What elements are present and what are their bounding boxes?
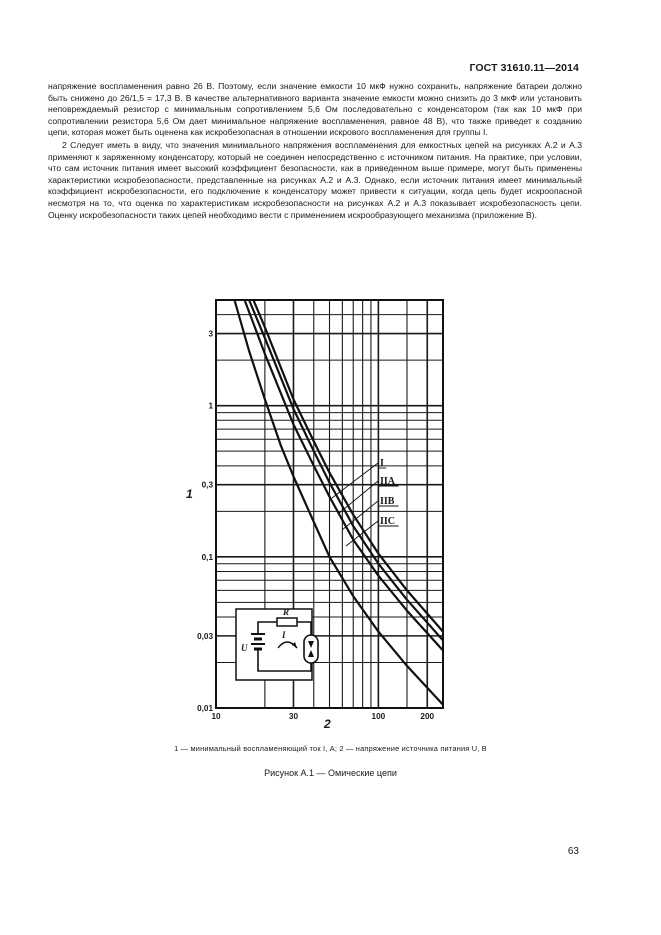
circuit-schematic-inset	[236, 607, 318, 680]
x-tick-label: 10	[211, 712, 221, 721]
x-tick-label: 30	[288, 712, 299, 721]
page-number: 63	[567, 846, 579, 857]
figure-legend: 1 — минимальный воспламеняющий ток I, А; 2 — напряжение источника питания U, В	[174, 744, 487, 753]
curve-label-iia: IIA	[380, 476, 396, 487]
y-tick-label: 0,01	[197, 704, 213, 713]
ignition-chart	[170, 270, 470, 730]
curve-label-iib: IIB	[380, 496, 395, 507]
paragraph-1: напряжение воспламенения равно 26 В. Поэтому, если значение емкости 10 мкФ нужно сохранить, напряжение батареи должно быть снижено до 26/1,5 = 17,3 В. В качестве альтернативного варианта значение емкости можно снизить до 3 мкФ или установить неповреждаемый резистор с минимальным сопротивлением 5,6 Ом последовательно с конденсатором (так как 10 мкФ при сопротивлении резистора 5,6 Ом дает минимальное напряжение воспламенения, равное 48 В), что также приведет к созданию цепи, которая может быть оценена как искробезопасная в отношении искрового воспламенения для группы I.	[48, 81, 582, 138]
x-axis-label: 2	[324, 717, 331, 730]
y-tick-label: 0,1	[201, 552, 213, 562]
voltage-label: U	[241, 643, 248, 653]
current-label: I	[282, 630, 286, 640]
spark-gap-icon	[304, 635, 318, 663]
curve-label-iic: IIC	[380, 516, 396, 527]
y-tick-label: 3	[208, 329, 213, 339]
x-tick-label: 200	[420, 712, 435, 721]
resistor-label: R	[283, 607, 290, 617]
paragraph-2: 2 Следует иметь в виду, что значения минимального напряжения воспламенения для емкостных цепей на рисунках А.2 и А.3 применяют к заряженному конденсатору, который не соединен непосредственно с источником питания. На практике, при условии, что сам источник питания имеет высокий коэффициент безопасности, как в приведенном выше примере, могут быть применены характеристики искробезопасности, представленные на рисунках А.2 и А.3. Однако, если источник питания имеет минимальный коэффициент искробезопасности, его подключение к конденсатору может привести к ситуации, когда цепь будет искроопасной несмотря на то, что оценка по характеристикам искробезопасности на рисунках А.2 и А.3 показывает искробезопасность цепи. Оценку искробезопасности таких цепей необходимо вести с применением искрообразующего механизма (приложение В).	[48, 139, 582, 220]
y-tick-label: 1	[208, 401, 213, 411]
resistor-icon	[277, 618, 297, 626]
x-tick-label: 100	[371, 712, 386, 721]
standard-header: ГОСТ 31610.11—2014	[469, 62, 579, 74]
y-axis-label: 1	[186, 487, 193, 501]
curve-label-i: I	[380, 458, 384, 469]
y-tick-label: 0,3	[201, 480, 213, 490]
figure-caption: Рисунок А.1 — Омические цепи	[264, 768, 397, 778]
y-tick-label: 0,03	[197, 631, 213, 641]
body-text	[48, 81, 582, 221]
